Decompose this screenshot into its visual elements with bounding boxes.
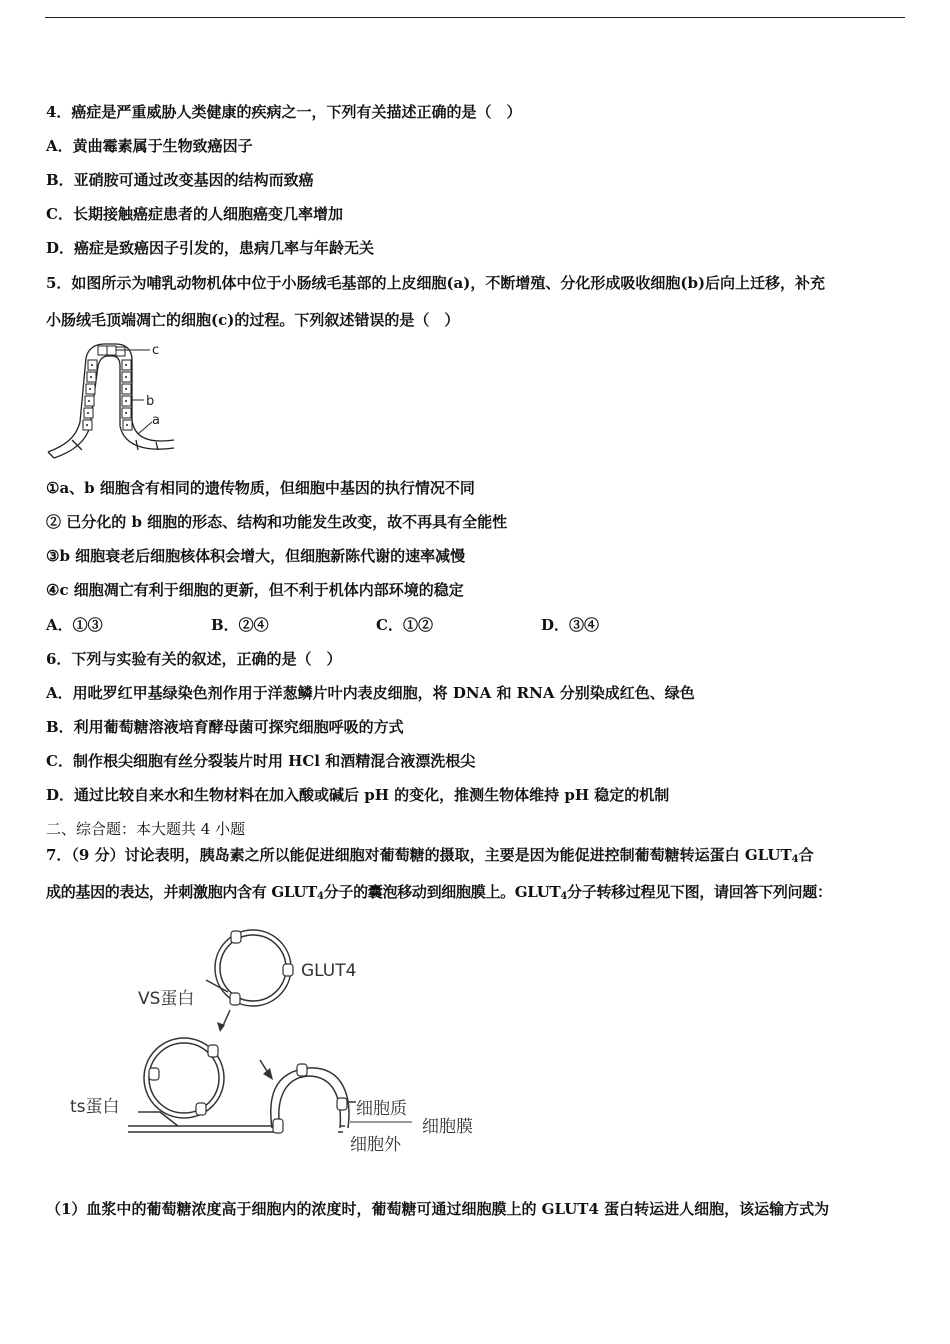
q6-option-d: D．通过比较自来水和生物材料在加入酸或碱后 pH 的变化，推测生物体维持 pH 稳定的机制	[46, 786, 670, 804]
q6-option-b: B．利用葡萄糖溶液培育酵母菌可探究细胞呼吸的方式	[46, 718, 404, 736]
q6-stem: 6．下列与实验有关的叙述，正确的是（ ）	[46, 650, 342, 668]
q4-stem: 4．癌症是严重威胁人类健康的疾病之一，下列有关描述正确的是（ ）	[46, 103, 522, 121]
q6-option-c: C．制作根尖细胞有丝分裂装片时用 HCl 和酒精混合液漂洗根尖	[46, 752, 476, 770]
q4-option-c: C．长期接触癌症患者的人细胞癌变几率增加	[46, 205, 343, 223]
label-ts-protein: ts蛋白	[70, 1097, 120, 1117]
q4-option-d: D．癌症是致癌因子引发的，患病几率与年龄无关	[46, 239, 375, 257]
label-cytoplasm: 细胞质	[356, 1099, 407, 1119]
q5-statement-1: ①a、b 细胞含有相同的遗传物质，但细胞中基因的执行情况不同	[46, 479, 475, 497]
label-outside-cell: 细胞外	[350, 1135, 401, 1155]
label-vs-protein: VS蛋白	[138, 989, 195, 1009]
figure-label-b: b	[146, 394, 155, 409]
figure-label-c: c	[152, 343, 160, 358]
q4-option-b: B．亚硝胺可通过改变基因的结构而致癌	[46, 171, 314, 189]
q5-statement-4: ④c 细胞凋亡有利于细胞的更新，但不利于机体内部环境的稳定	[46, 581, 464, 599]
q5-statement-3: ③b 细胞衰老后细胞核体积会增大，但细胞新陈代谢的速率减慢	[46, 547, 466, 565]
label-glut4: GLUT4	[301, 961, 357, 981]
figure-label-a: a	[152, 413, 160, 428]
q5-statement-2: ② 已分化的 b 细胞的形态、结构和功能发生改变，故不再具有全能性	[46, 513, 508, 531]
q5-stem-line1: 5．如图所示为哺乳动物机体中位于小肠绒毛基部的上皮细胞(a)，不断增殖、分化形成吸收细胞(b)后向上迁移，补充	[46, 274, 826, 292]
q7-stem-line1: 7．（9 分）讨论表明，胰岛素之所以能促进细胞对葡萄糖的摄取，主要是因为能促进控制葡萄糖转运蛋白 $GLUT_4$合	[46, 846, 814, 865]
q5-option-c: C．①②	[376, 616, 433, 634]
q7-sub-question-1: （1）血浆中的葡萄糖浓度高于细胞内的浓度时，葡萄糖可通过细胞膜上的 GLUT4 蛋白转运进人细胞，该运输方式为	[46, 1200, 830, 1218]
q5-option-a: A．①③	[46, 616, 103, 634]
q5-option-b: B．②④	[211, 616, 269, 634]
q5-stem-line2: 小肠绒毛顶端凋亡的细胞(c)的过程。下列叙述错误的是（ ）	[46, 311, 460, 329]
section-heading: 二、综合题：本大题共 4 小题	[46, 820, 246, 838]
header-rule	[45, 17, 905, 18]
villus-figure	[46, 342, 176, 460]
q6-option-a: A．用吡罗红甲基绿染色剂作用于洋葱鳞片叶内表皮细胞，将 DNA 和 RNA 分别染成红色、绿色	[46, 684, 695, 702]
villus-cells	[83, 346, 132, 430]
label-cell-membrane: 细胞膜	[422, 1117, 473, 1137]
q7-stem-line2: 成的基因的表达，并刺激胞内含有 $GLUT_4$分子的囊泡移动到细胞膜上。$GLUT_4$分子转移过程见下图，请回答下列问题：	[46, 883, 832, 902]
q4-option-a: A．黄曲霉素属于生物致癌因子	[46, 137, 253, 155]
glut4-figure	[60, 920, 510, 1170]
q5-option-d: D．③④	[541, 616, 600, 634]
